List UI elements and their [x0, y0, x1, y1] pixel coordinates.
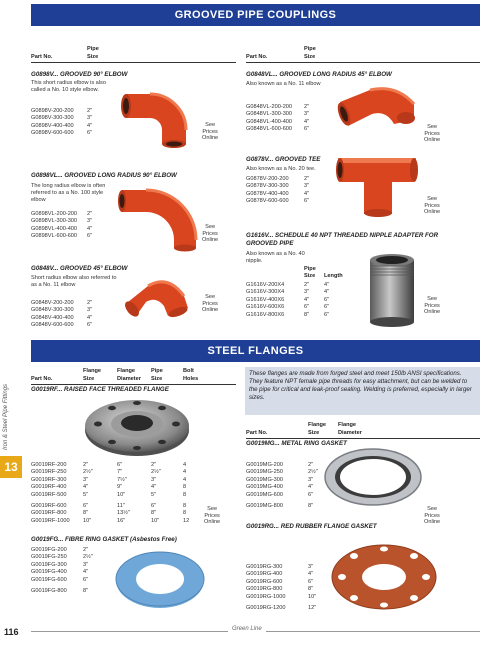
long-radius-45-elbow-image: [334, 80, 420, 140]
metal-ring-gasket-image: [322, 446, 424, 508]
table-row: [246, 304, 346, 311]
flange-size: 10": [83, 517, 92, 524]
bolt-holes: 8: [183, 510, 187, 517]
table-row: [31, 518, 231, 525]
pipe-size: 6": [304, 198, 310, 205]
product-description: Also known as a No. 40 nipple.: [246, 251, 305, 264]
header-holes: Holes: [183, 376, 199, 382]
part-no: G0019MG-400: [246, 484, 284, 491]
product-rows: [246, 104, 326, 134]
header-pipe: Pipe: [151, 368, 163, 374]
product-rows: [31, 211, 111, 241]
table-row: [31, 510, 231, 517]
pipe-size: 2": [87, 211, 93, 217]
header-pipe: Pipe: [304, 46, 316, 52]
bolt-holes: 12: [183, 517, 190, 524]
pipe-size: 6": [304, 304, 310, 311]
chapter-tab[interactable]: 13: [0, 456, 22, 478]
table-row: [246, 297, 346, 304]
table-row: [31, 315, 111, 322]
part-no: G0848V-400-400: [31, 314, 74, 321]
table-row: [31, 554, 111, 561]
part-no: G0848V-200-200: [31, 300, 74, 306]
part-no: G0019MG-250: [246, 469, 284, 476]
product-description: Also known as a No. 11 elbow: [246, 81, 321, 87]
table-row: [31, 477, 231, 484]
pipe-size: 4": [151, 484, 157, 491]
bolt-holes: 8: [183, 491, 187, 498]
product-description: This short radius elbow is also called a No. 10 style elbow.: [31, 80, 106, 93]
part-no: G0019FG-250: [31, 554, 67, 561]
table-row: [246, 176, 326, 183]
pipe-size: 4": [87, 122, 93, 129]
table-row: [31, 322, 111, 329]
flanges-intro: These flanges are made from forged steel and meet 150lb ANSI specifications. They feature NPT female pipe threads for easy attachment, but can be welded to the pipe for critical and leak-proof sealing. Welding is preferred, especially in larger sizes.: [245, 367, 480, 415]
table-row: [246, 191, 326, 198]
table-row: [246, 104, 326, 111]
size: 10": [308, 593, 317, 600]
table-row: [246, 183, 326, 190]
size: 4": [308, 484, 314, 491]
table-row: [246, 477, 326, 484]
part-no: G1616V-300X4: [246, 289, 285, 296]
part-no: G0878V-400-400: [246, 190, 289, 197]
pipe-size: 2": [87, 108, 93, 114]
see-prices-online[interactable]: See Prices Online: [204, 506, 221, 526]
table-row: [31, 115, 111, 122]
part-no: G0019FG-600: [31, 576, 67, 583]
table-row: [246, 586, 326, 593]
pipe-size: 3": [87, 307, 93, 314]
part-no: G1616V-200X4: [246, 282, 285, 288]
table-row: [31, 123, 111, 130]
pipe-size: 4": [87, 314, 93, 321]
size: 8": [308, 502, 314, 509]
header-bolt: Bolt: [183, 368, 194, 374]
table-row: [31, 562, 111, 569]
flange-diameter: 7": [117, 469, 123, 476]
header-flange-diameter: Flange: [117, 368, 136, 374]
part-no: G0019RG-800: [246, 586, 283, 593]
part-no: G0019RF-1000: [31, 517, 70, 524]
pipe-size: 6": [87, 322, 93, 329]
header-diameter: Diameter: [117, 376, 141, 382]
part-no: G0019RF-500: [31, 491, 67, 498]
pipe-size: 5": [151, 491, 157, 498]
part-no: G0848V-300-300: [31, 307, 74, 314]
part-no: G0848VL-200-200: [246, 104, 293, 110]
pipe-size: 3": [304, 111, 310, 118]
part-no: G0878V-200-200: [246, 176, 289, 182]
flange-size: 3": [83, 476, 89, 483]
gasket-rows: [246, 564, 326, 612]
flange-size: 2½": [83, 469, 93, 476]
header-flange: Flange: [308, 422, 327, 428]
couplings-banner: GROOVED PIPE COUPLINGS: [31, 4, 480, 26]
grooved-90-elbow-image: [116, 84, 196, 150]
part-no: G0878V-300-300: [246, 183, 289, 190]
table-row: [31, 130, 111, 137]
product-title: G0898V... GROOVED 90° ELBOW: [31, 71, 128, 78]
part-no: G0898VL-600-600: [31, 233, 78, 240]
table-row: [246, 492, 326, 499]
header-flange: Flange: [83, 368, 102, 374]
table-row: [246, 111, 326, 118]
table-row: [31, 547, 111, 554]
pipe-size: 2": [304, 104, 310, 110]
size: 8": [83, 587, 89, 594]
size: 3": [83, 561, 89, 568]
pipe-size: 10": [151, 517, 160, 524]
gasket-rows: [31, 547, 111, 595]
bolt-holes: 8: [183, 502, 187, 509]
product-title: G0848V... GROOVED 45° ELBOW: [31, 265, 128, 272]
table-row: [31, 503, 231, 510]
pipe-size: 3": [87, 115, 93, 122]
see-prices-online[interactable]: See Prices Online: [424, 296, 441, 316]
table-row: [246, 564, 326, 571]
long-radius-90-elbow-image: [116, 182, 202, 252]
table-row: [31, 211, 111, 218]
table-row: [246, 579, 326, 586]
part-no: G0019FG-200: [31, 547, 67, 553]
flange-rows: [31, 462, 231, 525]
part-no: G0848V-600-600: [31, 322, 74, 329]
brand-logo: Green Line: [228, 626, 266, 634]
bolt-holes: 4: [183, 476, 187, 483]
header-part-no: Part No.: [246, 430, 268, 436]
table-row: [246, 126, 326, 133]
product-description: Also known as a No. 20 tee.: [246, 166, 316, 172]
size: 4": [83, 569, 89, 576]
table-row: [246, 469, 326, 476]
table-row: [246, 289, 346, 296]
part-no: G0019FG-400: [31, 569, 67, 576]
pipe-size: 4": [304, 296, 310, 303]
flange-header-rule: [31, 384, 236, 385]
size: 12": [308, 604, 317, 611]
gasket-header-rule: [246, 438, 480, 439]
table-row: [31, 484, 231, 491]
header-size: Size: [87, 54, 99, 60]
part-no: G0019RG-600: [246, 578, 283, 585]
header-pipe: Pipe: [87, 46, 99, 52]
size: 6": [83, 576, 89, 583]
table-row: [31, 469, 231, 476]
length: 6": [324, 304, 330, 311]
table-row: [246, 198, 326, 205]
product-description: Short radius elbow also referred to as a No. 11 elbow: [31, 275, 117, 288]
sidebar-category: Iron & Steel Pipe Fittings: [3, 383, 9, 450]
header-flange-diameter: Flange: [338, 422, 357, 428]
product-title: G0019FG... FIBRE RING GASKET (Asbestos Free): [31, 536, 177, 543]
flange-diameter: 16": [117, 517, 126, 524]
pipe-size: 4": [87, 225, 93, 232]
product-title: G1616V... SCHEDULE 40 NPT THREADED NIPPLE ADAPTER FOR GROOVED PIPE: [246, 232, 439, 247]
fibre-ring-gasket-image: [112, 546, 208, 612]
gasket-rows: [246, 462, 326, 510]
part-no: G0019RG-300: [246, 564, 283, 570]
part-no: G0898VL-200-200: [31, 211, 78, 217]
see-prices-online[interactable]: See Prices Online: [202, 224, 219, 244]
table-row: [31, 233, 111, 240]
table-row: [31, 226, 111, 233]
table-row: [246, 605, 326, 612]
header-length: Length: [324, 273, 343, 279]
size: 2": [308, 462, 314, 468]
table-row: [31, 569, 111, 576]
part-no: G0019RF-300: [31, 476, 67, 483]
flanges-banner: STEEL FLANGES: [31, 340, 480, 362]
table-row: [31, 218, 111, 225]
part-no: G0898VL-300-300: [31, 218, 78, 225]
pipe-size: 2½": [151, 469, 161, 476]
bolt-holes: 4: [183, 462, 187, 468]
part-no: G0019RF-400: [31, 484, 67, 491]
header-pipe: Pipe: [304, 266, 316, 272]
pipe-size: 2": [151, 462, 157, 468]
flange-size: 2": [83, 462, 89, 468]
see-prices-online[interactable]: See Prices Online: [424, 196, 441, 216]
flange-diameter: 7½": [117, 476, 127, 483]
product-title: G0878V... GROOVED TEE: [246, 156, 321, 163]
table-row: [246, 312, 346, 319]
part-no: G0019FG-800: [31, 587, 67, 594]
part-no: G0848VL-400-400: [246, 118, 293, 125]
flange-diameter: 9": [117, 484, 123, 491]
part-no: G0898V-200-200: [31, 108, 74, 114]
part-no: G0019RG-400: [246, 571, 283, 578]
length: 6": [324, 311, 330, 318]
pipe-size: 6": [151, 502, 157, 509]
part-no: G0898VL-400-400: [31, 225, 78, 232]
part-no: G0019RF-600: [31, 502, 67, 509]
table-row: [31, 300, 111, 307]
product-rows: [31, 300, 111, 330]
bolt-holes: 4: [183, 469, 187, 476]
part-no: G0019RG-1000: [246, 593, 286, 600]
grooved-45-elbow-image: [120, 272, 192, 332]
size: 6": [308, 578, 314, 585]
threaded-nipple-adapter-image: [362, 252, 424, 328]
size: 6": [308, 491, 314, 498]
flange-diameter: 11": [117, 502, 125, 509]
product-title: G0019RF... RAISED FACE THREADED FLANGE: [31, 386, 169, 393]
part-no: G0878V-600-600: [246, 198, 289, 205]
see-prices-online[interactable]: See Prices Online: [424, 124, 441, 144]
table-row: [246, 503, 326, 510]
bolt-holes: 8: [183, 484, 187, 491]
pipe-size: 3": [87, 218, 93, 225]
grooved-tee-image: [334, 150, 422, 218]
header-size: Size: [308, 430, 320, 436]
table-row: [246, 119, 326, 126]
product-title: G0019RG... RED RUBBER FLANGE GASKET: [246, 523, 377, 530]
pipe-size: 8": [151, 510, 157, 517]
pipe-size: 2": [87, 300, 93, 306]
size: 2½": [308, 469, 318, 476]
part-no: G0019MG-200: [246, 462, 284, 468]
product-title: G0848VL... GROOVED LONG RADIUS 45° ELBOW: [246, 71, 392, 78]
header-part-no: Part No.: [31, 376, 53, 382]
part-no: G1616V-800X6: [246, 311, 285, 318]
table-row: [246, 282, 346, 289]
part-no: G0019RF-200: [31, 462, 67, 468]
size: 3": [308, 476, 314, 483]
size: 4": [308, 571, 314, 578]
part-no: G0848VL-300-300: [246, 111, 293, 118]
size: 2½": [83, 554, 93, 561]
right-header-rule: [246, 62, 480, 63]
header-size: Size: [304, 273, 316, 279]
table-row: [31, 462, 231, 469]
part-no: G0898V-400-400: [31, 122, 74, 129]
size: 3": [308, 564, 314, 570]
part-no: G1616V-600X6: [246, 304, 285, 311]
header-size: Size: [151, 376, 163, 382]
part-no: G1616V-400X6: [246, 296, 285, 303]
product-rows: [31, 108, 111, 138]
flange-size: 6": [83, 502, 89, 509]
part-no: G0898V-600-600: [31, 130, 74, 137]
size: 8": [308, 586, 314, 593]
see-prices-online[interactable]: See Prices Online: [424, 506, 441, 526]
header-diameter: Diameter: [338, 430, 362, 436]
raised-face-flange-image: [82, 396, 192, 458]
table-row: [246, 594, 326, 601]
pipe-size: 4": [304, 190, 310, 197]
table-row: [246, 571, 326, 578]
part-no: G0019MG-800: [246, 502, 284, 509]
table-row: [246, 484, 326, 491]
flange-size: 5": [83, 491, 89, 498]
length: 4": [324, 289, 330, 296]
size: 2": [83, 547, 89, 553]
pipe-size: 6": [304, 126, 310, 133]
pipe-size: 4": [304, 118, 310, 125]
left-header-rule: [31, 62, 236, 63]
product-title: G0019MG... METAL RING GASKET: [246, 440, 347, 447]
part-no: G0898V-300-300: [31, 115, 74, 122]
pipe-size: 8": [304, 311, 310, 318]
flange-size: 8": [83, 510, 89, 517]
flange-size: 4": [83, 484, 89, 491]
red-rubber-flange-gasket-image: [328, 540, 440, 614]
pipe-size: 6": [87, 130, 93, 137]
length: 4": [324, 282, 330, 288]
length: 6": [324, 296, 330, 303]
header-size: Size: [83, 376, 95, 382]
part-no: G0019MG-600: [246, 491, 284, 498]
table-row: [31, 577, 111, 584]
part-no: G0848VL-600-600: [246, 126, 293, 133]
flange-diameter: 10": [117, 491, 126, 498]
product-description: The long radius elbow is often referred to as a No. 100 style elbow: [31, 183, 106, 203]
product-title: G0898VL... GROOVED LONG RADIUS 90° ELBOW: [31, 172, 177, 179]
header-size: Size: [304, 54, 316, 60]
pipe-size: 6": [87, 233, 93, 240]
flange-diameter: 13½": [117, 510, 130, 517]
part-no: G0019MG-300: [246, 476, 284, 483]
header-part-no: Part No.: [246, 54, 268, 60]
table-row: [31, 307, 111, 314]
table-row: [31, 108, 111, 115]
part-no: G0019RG-1200: [246, 604, 286, 611]
flange-diameter: 6": [117, 462, 123, 468]
product-rows: [246, 176, 326, 206]
see-prices-online[interactable]: See Prices Online: [202, 294, 219, 314]
product-rows: [246, 282, 346, 319]
part-no: G0019FG-300: [31, 561, 67, 568]
page-number: 116: [4, 627, 19, 637]
see-prices-online[interactable]: See Prices Online: [202, 122, 219, 142]
pipe-size: 2": [304, 282, 310, 288]
part-no: G0019RF-800: [31, 510, 67, 517]
pipe-size: 2": [304, 176, 310, 182]
table-row: [31, 588, 111, 595]
pipe-size: 3": [304, 183, 310, 190]
pipe-size: 3": [151, 476, 157, 483]
table-row: [31, 492, 231, 499]
part-no: G0019RF-250: [31, 469, 67, 476]
header-part-no: Part No.: [31, 54, 53, 60]
pipe-size: 3": [304, 289, 310, 296]
